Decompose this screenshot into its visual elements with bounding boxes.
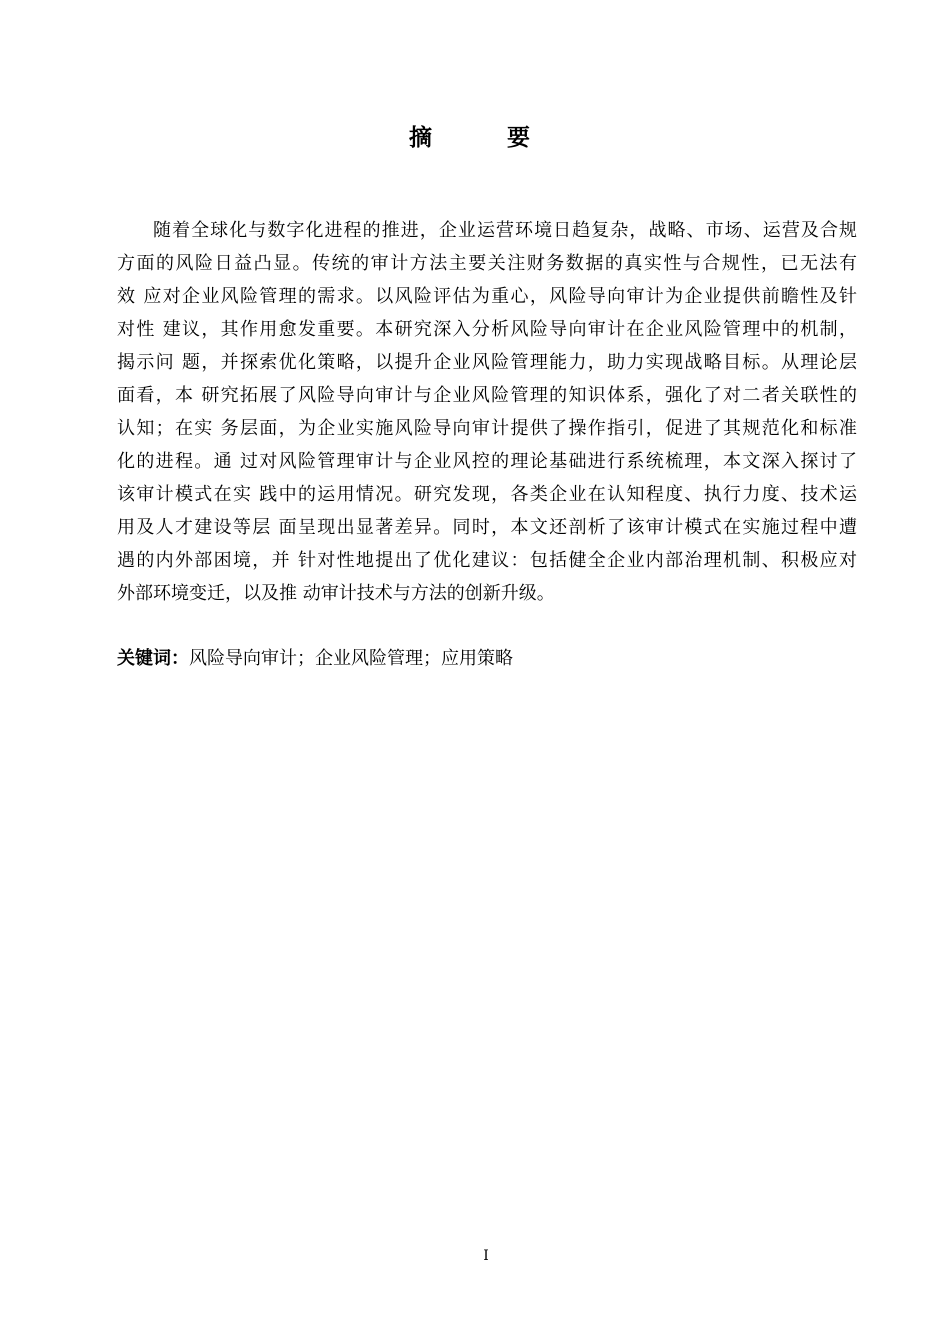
abstract-line: 方面的风险日益凸显。传统的审计方法主要关注财务数据的真实性与合规性，已无法有 bbox=[117, 253, 857, 274]
abstract-line: 揭示问 题，并探索优化策略，以提升企业风险管理能力，助力实现战略目标。从理论层 bbox=[117, 352, 857, 373]
abstract-title: 摘 要 bbox=[409, 125, 556, 151]
abstract-line: 遇的内外部困境，并 针对性地提出了优化建议：包括健全企业内部治理机制、积极应对 bbox=[117, 550, 857, 571]
abstract-body bbox=[117, 214, 857, 610]
abstract-line: 对性 建议，其作用愈发重要。本研究深入分析风险导向审计在企业风险管理中的机制， bbox=[117, 319, 857, 340]
abstract-line: 随着全球化与数字化进程的推进，企业运营环境日趋复杂，战略、市场、运营及合规 bbox=[153, 220, 857, 241]
abstract-line: 外部环境变迁，以及推 动审计技术与方法的创新升级。 bbox=[117, 583, 555, 604]
abstract-line: 面看，本 研究拓展了风险导向审计与企业风险管理的知识体系，强化了对二者关联性的 bbox=[117, 385, 857, 406]
page-number: I bbox=[483, 1248, 489, 1264]
abstract-line: 效 应对企业风险管理的需求。以风险评估为重心，风险导向审计为企业提供前瞻性及针 bbox=[117, 286, 857, 307]
abstract-line: 用及人才建设等层 面呈现出显著差异。同时，本文还剖析了该审计模式在实施过程中遭 bbox=[117, 517, 857, 538]
keywords-text: 风险导向审计；企业风险管理；应用策略 bbox=[189, 648, 513, 669]
keywords-label: 关键词： bbox=[117, 648, 189, 669]
keywords-paragraph bbox=[117, 644, 513, 674]
abstract-line: 认知；在实 务层面，为企业实施风险导向审计提供了操作指引，促进了其规范化和标准 bbox=[117, 418, 857, 439]
abstract-line: 该审计模式在实 践中的运用情况。研究发现，各类企业在认知程度、执行力度、技术运 bbox=[117, 484, 857, 505]
abstract-line: 化的进程。通 过对风险管理审计与企业风控的理论基础进行系统梳理，本文深入探讨了 bbox=[117, 451, 857, 472]
